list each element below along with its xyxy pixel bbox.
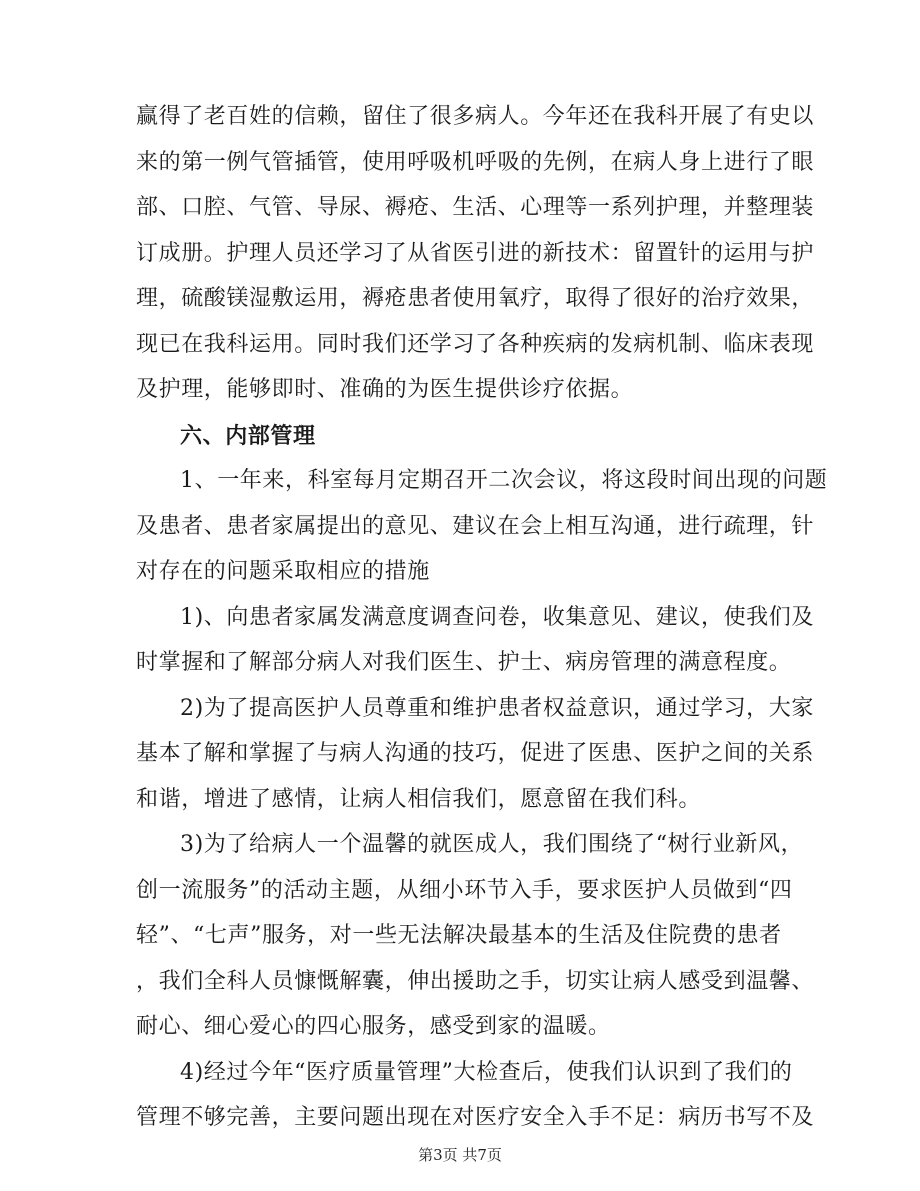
text-line: 创一流服务”的活动主题，从细小环节入手，要求医护人员做到“四 [136,878,793,903]
text-line: 现已在我科运用。同时我们还学习了各种疾病的发病机制、临床表现 [136,332,815,357]
text-line: 理，硫酸镁湿敷运用，褥疮患者使用氧疗，取得了很好的治疗效果， [136,286,815,311]
text-line: 管理不够完善，主要问题出现在对医疗安全入手不足：病历书写不及 [136,1105,815,1130]
text-line: 赢得了老百姓的信赖，留住了很多病人。今年还在我科开展了有史以 [136,104,815,129]
text-line: 和谐，增进了感情，让病人相信我们，愿意留在我们科。 [136,787,702,812]
text-line: 1、一年来，科室每月定期召开二次会议，将这段时间出现的问题 [180,468,828,493]
text-line: 耐心、细心爱心的四心服务，感受到家的温暖。 [136,1014,611,1039]
page-number: 第3页 共7页 [418,1146,502,1164]
text-line: 来的第一例气管插管，使用呼吸机呼吸的先例，在病人身上进行了眼 [136,150,815,175]
text-line: 基本了解和掌握了与病人沟通的技巧，促进了医患、医护之间的关系 [136,741,815,766]
text-line: 3)为了给病人一个温馨的就医成人，我们围绕了“树行业新风， [180,832,804,857]
text-line: 轻”、“七声”服务，对一些无法解决最基本的生活及住院费的患者 [136,923,782,948]
text-line: 2)为了提高医护人员尊重和维护患者权益意识，通过学习，大家 [180,696,814,721]
text-line: 及患者、患者家属提出的意见、建议在会上相互沟通，进行疏理，针 [136,514,815,539]
text-line: 订成册。护理人员还学习了从省医引进的新技术：留置针的运用与护 [136,241,815,266]
text-line: ，我们全科人员慷慨解囊，伸出援助之手，切实让病人感受到温馨、 [136,969,815,994]
text-line: 部、口腔、气管、导尿、褥疮、生活、心理等一系列护理，并整理装 [136,195,815,220]
text-line: 1)、向患者家属发满意度调查问卷，收集意见、建议，使我们及 [180,605,814,630]
text-line: 4)经过今年“医疗质量管理”大检查后，使我们认识到了我们的 [180,1060,793,1085]
section-heading: 六、内部管理 [180,423,316,449]
text-line: 及护理，能够即时、准确的为医生提供诊疗依据。 [136,377,634,402]
text-line: 时掌握和了解部分病人对我们医生、护士、病房管理的满意程度。 [136,650,792,675]
text-line: 对存在的问题采取相应的措施 [136,559,430,584]
